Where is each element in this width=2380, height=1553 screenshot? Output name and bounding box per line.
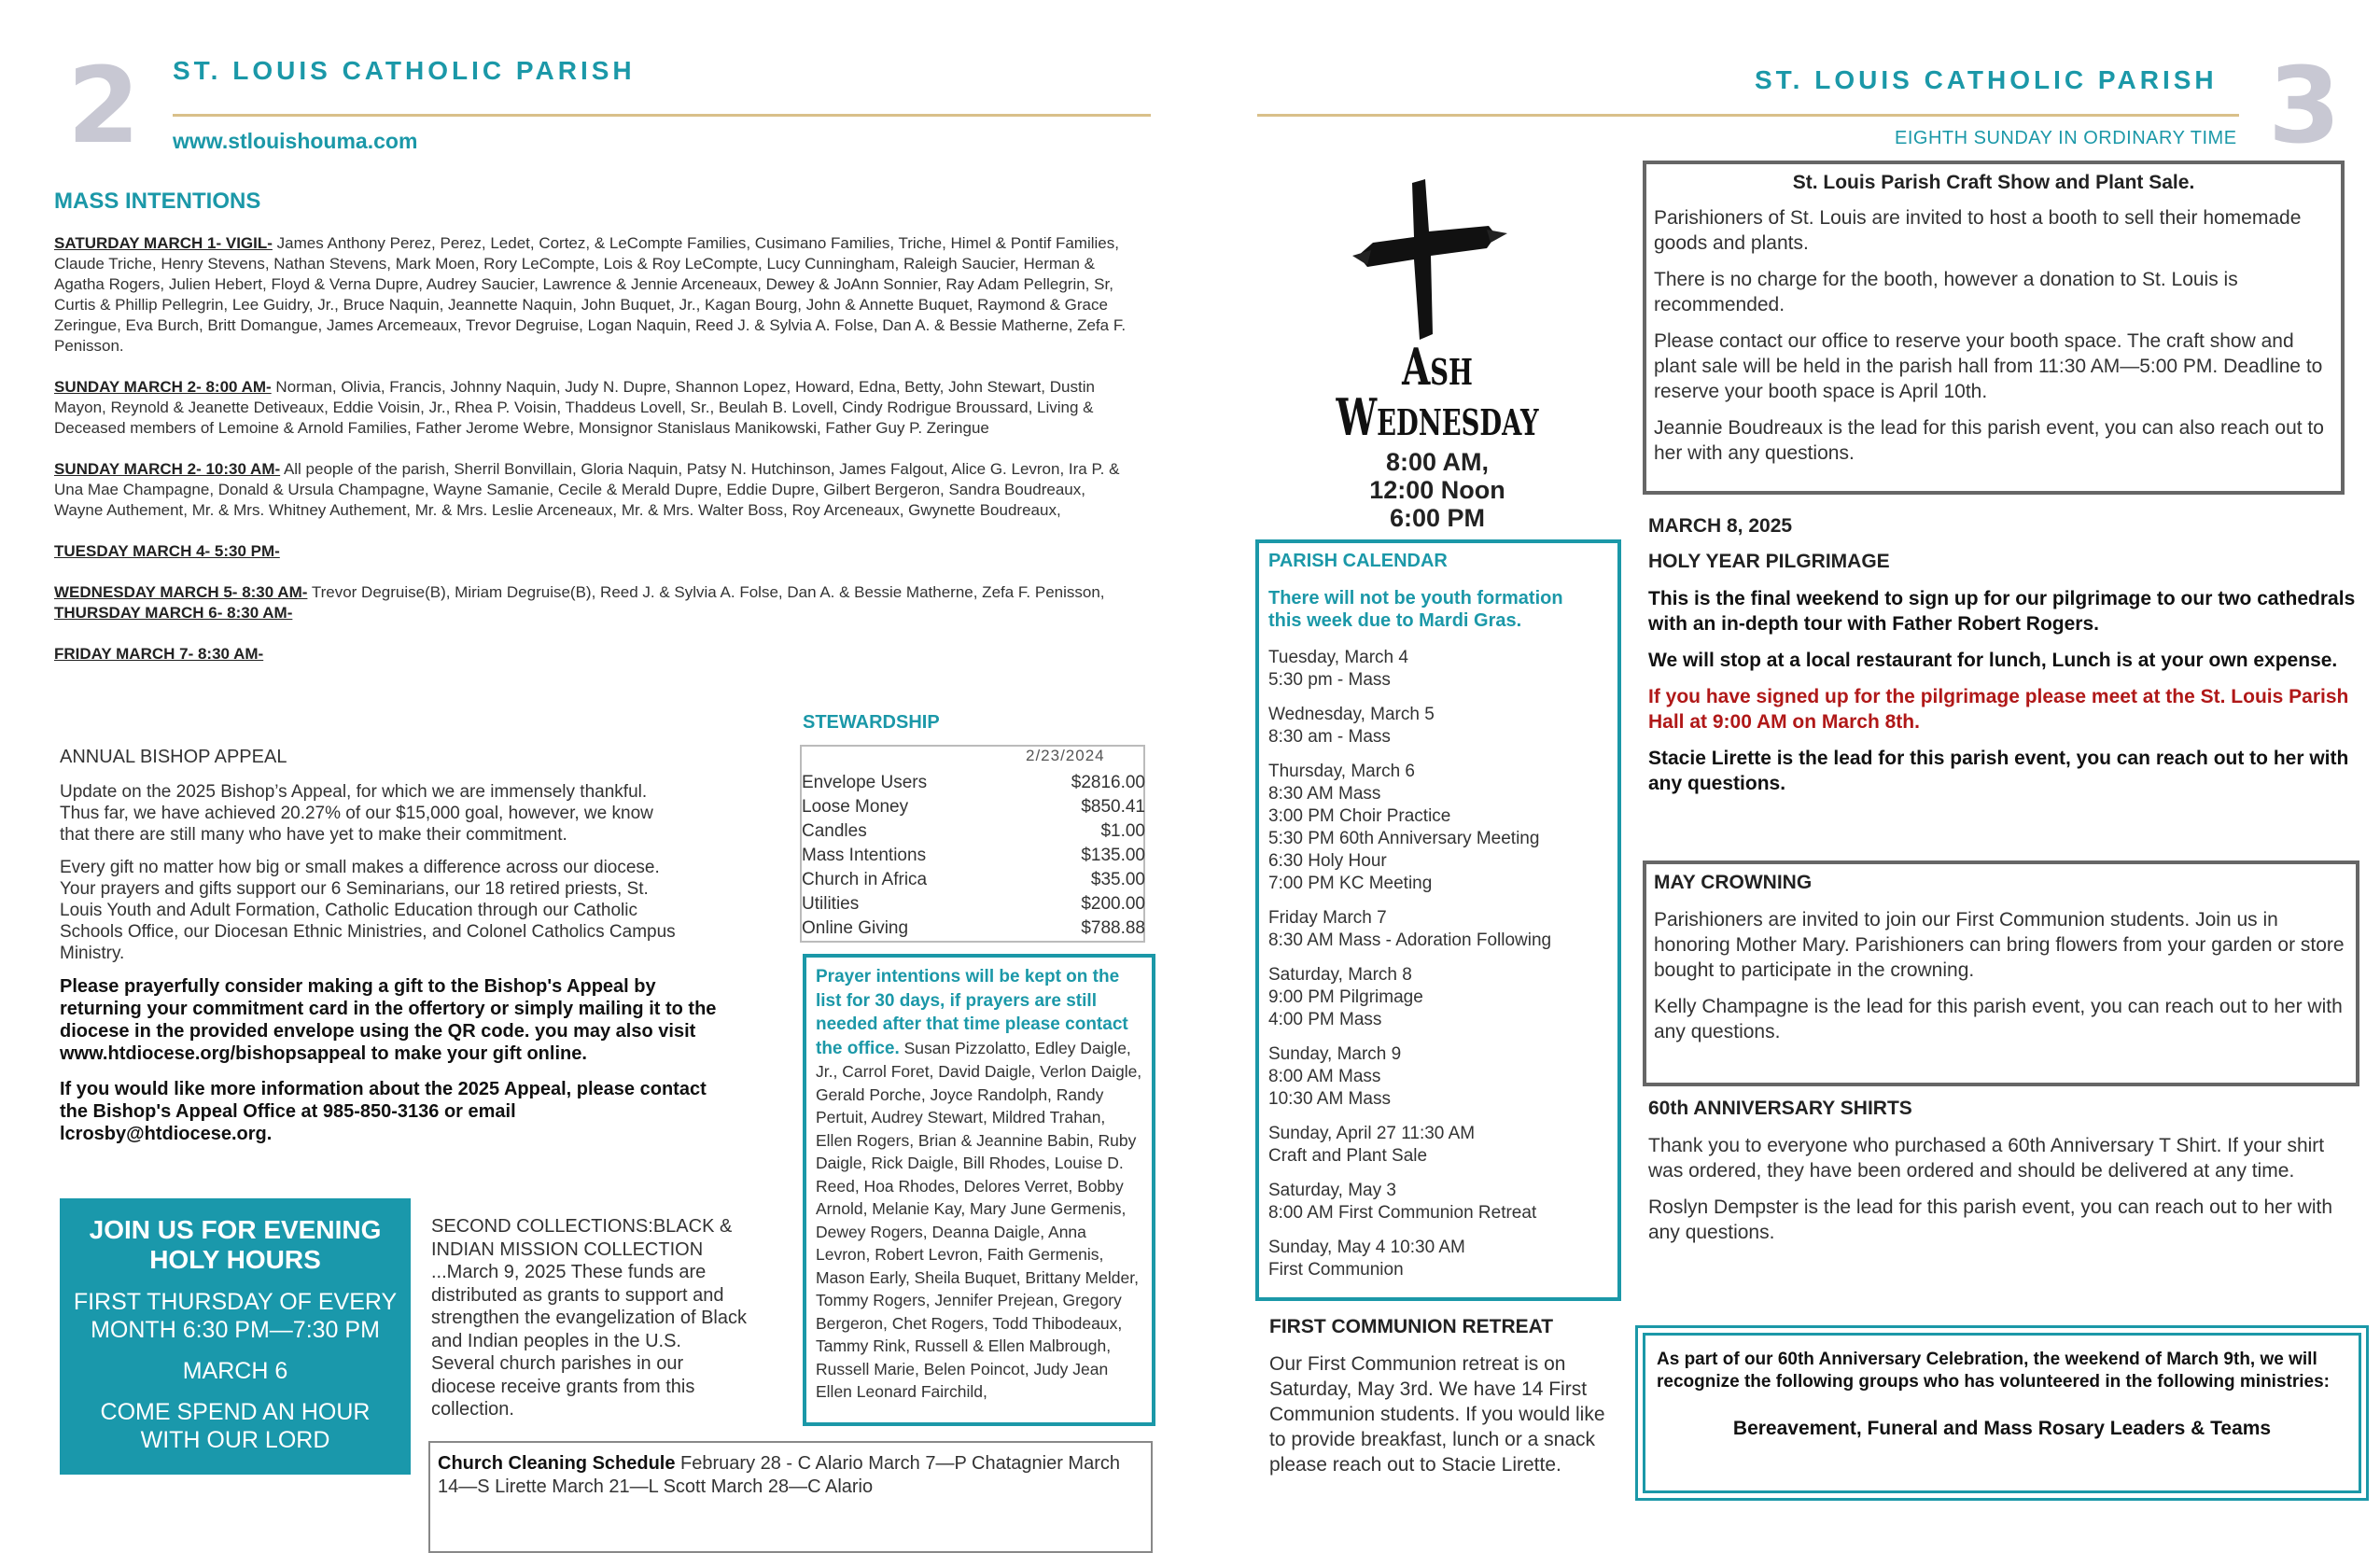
calendar-line: 9:00 PM Pilgrimage <box>1268 987 1423 1007</box>
intention-text: Norman, Olivia, Francis, Johnny Naquin, Judy N. Dupre, Shannon Lopez, Howard, Edna, Betty, John Stewart, Dustin Mayon, Reynold & Jeanette Detiveaux, Eddie Voisin, Jr., Rhea P. Voisin, Thaddeus Lovell, Sr., Beulah B. Lovell, Cindy Rodrigue Broussard, Living & Deceased members of Lemoine & Arnold Families, Father Jerome Webre, Monsignor Stanislaus Manikowski, Father Guy P. Zeringue <box>54 378 1095 437</box>
calendar-line: 10:30 AM Mass <box>1268 1089 1391 1109</box>
ash-wednesday-time: 12:00 Noon <box>1369 476 1505 504</box>
stewardship-label: Loose Money <box>802 797 909 817</box>
table-row <box>802 916 1145 941</box>
pilgrimage-heading: HOLY YEAR PILGRIMAGE <box>1648 551 1890 572</box>
holy-hours-invite: COME SPEND AN HOUR WITH OUR LORD <box>100 1399 371 1453</box>
intention-label: THURSDAY MARCH 6- 8:30 AM- <box>54 604 293 622</box>
calendar-line: Sunday, April 27 11:30 AM <box>1268 1124 1476 1143</box>
stewardship-label: Utilities <box>802 894 860 914</box>
stewardship-table <box>802 771 1145 941</box>
first-communion-retreat-section <box>1269 1316 1615 1477</box>
calendar-line: 7:00 PM KC Meeting <box>1268 874 1433 893</box>
first-communion-text: Our First Communion retreat is on Saturday, May 3rd. We have 14 First Communion students. If you would like to provide breakfast, lunch or a snack please reach out to Stacie Lirette. <box>1269 1353 1605 1476</box>
intention-entry <box>54 644 1127 665</box>
stewardship-amount: $135.00 <box>1081 846 1145 865</box>
calendar-item <box>1268 907 1608 952</box>
parish-calendar-box <box>1255 539 1621 1301</box>
header-divider-right <box>1257 114 2239 117</box>
first-communion-heading: FIRST COMMUNION RETREAT <box>1269 1316 1554 1337</box>
table-row <box>802 844 1145 868</box>
intention-entry <box>54 377 1127 439</box>
calendar-line: 8:30 am - Mass <box>1268 727 1391 747</box>
calendar-line: 8:00 AM Mass <box>1268 1067 1381 1086</box>
craft-show-details: Please contact our office to reserve your booth space. The craft show and plant sale will be held in the parish hall from 11:30 AM—5:00 PM. Deadline to reserve your booth space is April 10th. <box>1654 330 2323 402</box>
website-link[interactable]: www.stlouishouma.com <box>173 129 418 153</box>
intention-entry <box>54 603 1127 623</box>
calendar-item <box>1268 1180 1608 1224</box>
calendar-line: Thursday, March 6 <box>1268 762 1415 781</box>
intention-entry <box>54 541 1127 562</box>
craft-show-heading: St. Louis Parish Craft Show and Plant Sale. <box>1792 172 2195 193</box>
cleaning-schedule-label: Church Cleaning Schedule <box>438 1453 676 1474</box>
intention-label: SUNDAY MARCH 2- 10:30 AM- <box>54 460 281 478</box>
calendar-item <box>1268 704 1608 749</box>
cleaning-schedule-text: February 28 - C Alario March 7—P Chatagnier March 14—S Lirette March 21—L Scott March 28—C Alario <box>438 1453 1120 1497</box>
holy-hours-panel <box>60 1198 411 1475</box>
ash-wednesday-time: 8:00 AM, <box>1385 448 1490 476</box>
ash-wednesday-title-ash: Ash <box>1402 337 1473 397</box>
intention-label: SATURDAY MARCH 1- VIGIL- <box>54 234 273 252</box>
stewardship-amount: $35.00 <box>1090 870 1145 889</box>
calendar-line: Saturday, March 8 <box>1268 965 1412 985</box>
cross-icon <box>1330 175 1545 343</box>
second-collections-text: SECOND COLLECTIONS:BLACK & INDIAN MISSION COLLECTION ...March 9, 2025 These funds are distributed as grants to support and strengthen the evangelization of Black and Indian peoples in the U.S. Several church parishes in our diocese receive grants from this collection. <box>431 1216 747 1420</box>
table-row <box>802 771 1145 795</box>
calendar-item <box>1268 964 1608 1031</box>
anniversary-recognition-text: As part of our 60th Anniversary Celebration, the weekend of March 9th, we will recognize the following groups who has volunteered in the following ministries: <box>1657 1350 2330 1392</box>
cleaning-schedule-box <box>428 1441 1153 1553</box>
intention-entry <box>54 233 1127 357</box>
stewardship-amount: $1.00 <box>1100 821 1145 841</box>
craft-show-booth-fee: There is no charge for the booth, however a donation to St. Louis is recommended. <box>1654 269 2238 315</box>
mass-intentions-heading: MASS INTENTIONS <box>54 189 261 214</box>
craft-show-box <box>1643 161 2345 495</box>
calendar-line: 8:00 AM First Communion Retreat <box>1268 1203 1537 1223</box>
calendar-item <box>1268 761 1608 895</box>
stewardship-date: 2/23/2024 <box>1026 747 1105 764</box>
calendar-line: First Communion <box>1268 1260 1404 1280</box>
page-number-left: 2 <box>67 46 140 167</box>
parish-calendar-heading: PARISH CALENDAR <box>1268 551 1448 571</box>
stewardship-table-box <box>800 745 1145 943</box>
stewardship-amount: $788.88 <box>1081 918 1145 938</box>
parish-title-right: ST. LOUIS CATHOLIC PARISH <box>1755 65 2218 94</box>
holy-hours-title: JOIN US FOR EVENING HOLY HOURS <box>89 1215 382 1274</box>
intention-text: James Anthony Perez, Perez, Ledet, Cortez, & LeCompte Families, Cusimano Families, Triche, Himel & Pontif Families, Claude Triche, Henry Stevens, Nathan Stevens, Mark Moen, Rory LeCompte, Lois & Roy LeCompte, Lucy Cunningham, Raleigh Saucier, Herman & Agatha Rogers, Julien Hebert, Floyd & Verna Dupre, Audrey Saucier, Lawrence & Jennie Arceneaux, Dewey & JoAnn Sonnier, Ray Adam Pellegrin, Sr, Curtis & Phillip Pellegrin, Lee Guidry, Jr., Bruce Naquin, Jeannette Naquin, John Buquet, Jr., Kagan Bourg, John & Annette Buquet, Raymond & Grace Zeringue, Eva Burch, Britt Domangue, James Arcemeaux, Trevor Degruise, Logan Naquin, Reed J. & Sylvia A. Folse, Dan A. & Bessie Matherne, Zefa F. Penisson. <box>54 234 1127 355</box>
stewardship-amount: $850.41 <box>1081 797 1145 817</box>
bishop-appeal-heading: ANNUAL BISHOP APPEAL <box>60 747 287 767</box>
calendar-item <box>1268 1123 1608 1168</box>
anniversary-shirts-lead: Roslyn Dempster is the lead for this parish event, you can reach out to her with any questions. <box>1648 1196 2333 1243</box>
prayer-intentions-names: Susan Pizzolatto, Edley Daigle, Jr., Carrol Foret, David Daigle, Verlon Daigle, Gerald Porche, Joyce Randolph, Randy Pertuit, Audrey Stewart, Mildred Trahan, Ellen Rogers, Brian & Jeannine Babin, Ruby Daigle, Rick Daigle, Bill Rhodes, Louise D. Reed, Hoa Rhodes, Delores Verret, Bobby Arnold, Melanie Kay, Mary June Germenis, Dewey Rogers, Deanna Daigle, Anna Levron, Robert Levron, Faith Germenis, Mason Early, Sheila Buquet, Brittany Melder, Tommy Rogers, Jennifer Prejean, Gregory Bergeron, Chet Rogers, Todd Thibodeaux, Tammy Rink, Russell & Ellen Malbrough, Russell Marie, Belen Poincot, Judy Jean Ellen Leonard Fairchild, <box>816 1038 1142 1401</box>
holy-hours-date: MARCH 6 <box>182 1358 288 1384</box>
bishop-appeal-request: Please prayerfully consider making a gift to the Bishop's Appeal by returning your commitment card in the offertory or simply mailing it to the diocese in the provided envelope using the QR code. you may also visit www.htdiocese.org/bishopsappeal to make your gift online. <box>60 976 717 1064</box>
stewardship-label: Church in Africa <box>802 870 928 889</box>
pilgrimage-meeting: If you have signed up for the pilgrimage please meet at the St. Louis Parish Hall at 9:00 AM on March 8th. <box>1648 686 2349 733</box>
stewardship-label: Mass Intentions <box>802 846 927 865</box>
stewardship-amount: $200.00 <box>1081 894 1145 914</box>
holy-hours-schedule: FIRST THURSDAY OF EVERY MONTH 6:30 PM—7:30 PM <box>73 1289 398 1343</box>
intention-entry <box>54 459 1127 521</box>
ash-wednesday-time: 6:00 PM <box>1389 504 1486 532</box>
table-row <box>802 892 1145 916</box>
anniversary-shirts-section <box>1648 1098 2348 1245</box>
bishop-appeal-section <box>60 747 732 1145</box>
bishop-appeal-gifts: Every gift no matter how big or small makes a difference across our diocese. Your prayers and gifts support our 6 Seminarians, our 18 retired priests, St. Louis Youth and Adult Formation, Catholic Education through our Catholic Schools Office, our Diocesan Ethnic Ministries, and Colonel Catholics Campus Ministry. <box>60 858 676 963</box>
calendar-item <box>1268 1237 1608 1281</box>
intention-label: SUNDAY MARCH 2- 8:00 AM- <box>54 378 272 396</box>
anniversary-recognition-groups: Bereavement, Funeral and Mass Rosary Leaders & Teams <box>1732 1418 2272 1439</box>
calendar-line: 3:00 PM Choir Practice <box>1268 806 1451 826</box>
stewardship-label: Envelope Users <box>802 773 928 792</box>
table-row <box>802 819 1145 844</box>
stewardship-heading: STEWARDSHIP <box>803 712 940 733</box>
calendar-line: 4:00 PM Mass <box>1268 1010 1382 1029</box>
anniversary-shirts-heading: 60th ANNIVERSARY SHIRTS <box>1648 1098 1912 1119</box>
sunday-subtitle: EIGHTH SUNDAY IN ORDINARY TIME <box>1895 128 2237 148</box>
parish-title-left: ST. LOUIS CATHOLIC PARISH <box>173 56 636 85</box>
intention-text: All people of the parish, Sherril Bonvillain, Gloria Naquin, Patsy N. Hutchinson, James Falgout, Alice G. Levron, Ira P. & Una Mae Champagne, Donald & Ursula Champagne, Wayne Samanie, Cecile & Merald Dupre, Eddie Dupre, Gilbert Bergeron, Sandra Boudreaux, Wayne Authement, Mr. & Mrs. Whitney Authement, Mr. & Mrs. Leslie Arceneaux, Mr. & Mrs. Walter Boss, Roy Arceneaux, Gwynette Boudreaux, <box>54 460 1120 519</box>
calendar-line: Sunday, March 9 <box>1268 1044 1402 1064</box>
calendar-line: Sunday, May 4 10:30 AM <box>1268 1238 1465 1257</box>
may-crowning-heading: MAY CROWNING <box>1654 872 1813 893</box>
calendar-line: Tuesday, March 4 <box>1268 648 1408 667</box>
stewardship-amount: $2816.00 <box>1071 773 1145 792</box>
may-crowning-invite: Parishioners are invited to join our First Communion students. Join us in honoring Mother Mary. Parishioners can bring flowers from your garden or store bought to participate in the crowning. <box>1654 909 2345 981</box>
anniversary-shirts-thanks: Thank you to everyone who purchased a 60th Anniversary T Shirt. If your shirt was ordered, they have been ordered and should be delivered at any time. <box>1648 1135 2325 1182</box>
calendar-line: 6:30 Holy Hour <box>1268 851 1387 871</box>
pilgrimage-lunch: We will stop at a local restaurant for lunch, Lunch is at your own expense. <box>1648 650 2338 671</box>
ash-wednesday-title-wednesday: Wednesday <box>1336 387 1539 447</box>
calendar-line: 5:30 pm - Mass <box>1268 670 1391 690</box>
craft-show-invite: Parishioners of St. Louis are invited to host a booth to sell their homemade goods and plants. <box>1654 207 2302 254</box>
intention-label: WEDNESDAY MARCH 5- 8:30 AM- <box>54 583 308 601</box>
stewardship-label: Online Giving <box>802 918 909 938</box>
intention-label: TUESDAY MARCH 4- 5:30 PM- <box>54 542 280 560</box>
calendar-line: 8:30 AM Mass <box>1268 784 1381 804</box>
may-crowning-box <box>1643 860 2359 1086</box>
calendar-line: Saturday, May 3 <box>1268 1181 1396 1200</box>
stewardship-label: Candles <box>802 821 867 841</box>
calendar-line: Friday March 7 <box>1268 908 1387 928</box>
calendar-item <box>1268 647 1608 692</box>
pilgrimage-lead: Stacie Lirette is the lead for this parish event, you can reach out to her with any questions. <box>1648 748 2349 794</box>
pilgrimage-date: MARCH 8, 2025 <box>1648 515 1793 537</box>
calendar-line: 5:30 PM 60th Anniversary Meeting <box>1268 829 1540 848</box>
table-row <box>802 868 1145 892</box>
calendar-line: Craft and Plant Sale <box>1268 1146 1428 1166</box>
intention-label: FRIDAY MARCH 7- 8:30 AM- <box>54 645 264 663</box>
bishop-appeal-update: Update on the 2025 Bishop’s Appeal, for which we are immensely thankful. Thus far, we have achieved 20.27% of our $15,000 goal, however, we know that there are still many who have yet to make their commitment. <box>60 782 653 845</box>
may-crowning-lead: Kelly Champagne is the lead for this parish event, you can reach out to her with any questions. <box>1654 996 2343 1042</box>
intention-text: Trevor Degruise(B), Miriam Degruise(B), Reed J. & Sylvia A. Folse, Dan A. & Bessie Matherne, Zefa F. Penisson, <box>307 583 1105 601</box>
craft-show-lead: Jeannie Boudreaux is the lead for this parish event, you can also reach out to her with any questions. <box>1654 417 2324 464</box>
header-divider-left <box>173 114 1151 117</box>
pilgrimage-signup: This is the final weekend to sign up for our pilgrimage to our two cathedrals with an in-depth tour with Father Robert Rogers. <box>1648 588 2356 635</box>
prayer-intentions-lead: Prayer intentions will be kept on the list for 30 days, if prayers are still needed after that time please contact the office. <box>816 967 1128 1058</box>
anniversary-recognition-box <box>1635 1325 2369 1501</box>
bishop-appeal-contact: If you would like more information about the 2025 Appeal, please contact the Bishop's Appeal Office at 985-850-3136 or email lcrosby@htdiocese.org. <box>60 1079 707 1144</box>
prayer-intentions-box <box>803 954 1155 1426</box>
page-number-right: 3 <box>2268 46 2341 167</box>
ash-wednesday-graphic <box>1297 175 1577 530</box>
youth-formation-notice: There will not be youth formation this week due to Mardi Gras. <box>1268 588 1563 631</box>
mass-intentions-list <box>54 233 1127 665</box>
calendar-line: Wednesday, March 5 <box>1268 705 1435 724</box>
pilgrimage-section <box>1648 515 2358 796</box>
calendar-item <box>1268 1043 1608 1111</box>
table-row <box>802 795 1145 819</box>
intention-entry <box>54 582 1127 603</box>
calendar-line: 8:30 AM Mass - Adoration Following <box>1268 930 1552 950</box>
